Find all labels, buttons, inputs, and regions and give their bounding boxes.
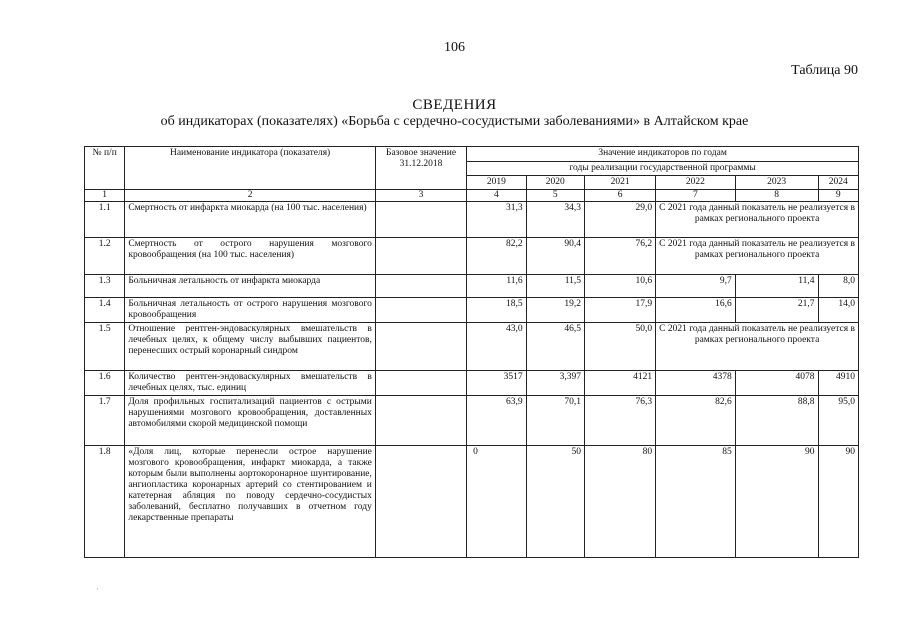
row-num: 1.6 bbox=[85, 371, 125, 396]
row-num: 1.1 bbox=[85, 202, 125, 238]
row-value-2022: 9,7 bbox=[656, 275, 736, 298]
row-value-2021: 10,6 bbox=[585, 275, 656, 298]
row-base bbox=[375, 323, 466, 371]
row-value-2023: 11,4 bbox=[735, 275, 818, 298]
row-value-2023: 90 bbox=[735, 446, 818, 558]
column-number: 4 bbox=[467, 190, 526, 202]
row-value-2022: 4378 bbox=[656, 371, 736, 396]
row-value-2019: 18,5 bbox=[467, 298, 526, 323]
row-value-2021: 29,0 bbox=[585, 202, 656, 238]
scan-mark: · bbox=[96, 584, 99, 594]
row-value-2019: 63,9 bbox=[467, 396, 526, 446]
indicators-table bbox=[84, 146, 859, 558]
row-value-2019: 0 bbox=[467, 446, 526, 558]
row-value-2020: 3,397 bbox=[526, 371, 584, 396]
row-name: Больничная летальность от острого нарушения мозгового кровообращения bbox=[125, 298, 376, 323]
row-name: Количество рентген-эндоваскулярных вмешательств в лечебных целях, тыс. единиц bbox=[125, 371, 376, 396]
column-number: 7 bbox=[656, 190, 736, 202]
row-value-2020: 70,1 bbox=[526, 396, 584, 446]
row-value-2020: 46,5 bbox=[526, 323, 584, 371]
table-row bbox=[85, 238, 859, 275]
header-year: 2023 bbox=[735, 176, 818, 190]
column-number: 6 bbox=[585, 190, 656, 202]
row-num: 1.2 bbox=[85, 238, 125, 275]
row-num: 1.8 bbox=[85, 446, 125, 558]
header-year: 2024 bbox=[818, 176, 858, 190]
row-value-2024: 8,0 bbox=[818, 275, 858, 298]
row-base bbox=[375, 238, 466, 275]
row-value-2024: 4910 bbox=[818, 371, 858, 396]
column-number: 9 bbox=[818, 190, 858, 202]
row-value-2020: 90,4 bbox=[526, 238, 584, 275]
row-value-2019: 3517 bbox=[467, 371, 526, 396]
header-num: № п/п bbox=[85, 147, 125, 190]
row-value-2020: 50 bbox=[526, 446, 584, 558]
column-number: 5 bbox=[526, 190, 584, 202]
column-number: 8 bbox=[735, 190, 818, 202]
page-number: 106 bbox=[444, 40, 465, 55]
table-row bbox=[85, 202, 859, 238]
column-number: 1 bbox=[85, 190, 125, 202]
header-name: Наименование индикатора (показателя) bbox=[125, 147, 376, 190]
row-name: Отношение рентген-эндоваскулярных вмешательств в лечебных целях, к общему числу выбывших пациентов, перенесших острый коронарный синдром bbox=[125, 323, 376, 371]
row-name: Смертность от острого нарушения мозгового кровообращения (на 100 тыс. населения) bbox=[125, 238, 376, 275]
document-title: СВЕДЕНИЯ bbox=[412, 97, 497, 113]
header-values-sub: годы реализации государственной программы bbox=[467, 162, 859, 176]
table-label: Таблица 90 bbox=[791, 63, 858, 78]
table-row bbox=[85, 275, 859, 298]
row-name: «Доля лиц, которые перенесли острое нарушение мозгового кровообращения, инфаркт миокарда, а также которым были выполнены аортокоронарное шунтирование, ангиопластика коронарных артерий со стентированием и катетерная абляция по поводу сердечно-сосудистых заболеваний, бесплатно получавших в отчетном году лекарственные препараты bbox=[125, 446, 376, 558]
table-row bbox=[85, 446, 859, 558]
header-values-title: Значение индикаторов по годам bbox=[467, 147, 859, 162]
row-value-2020: 34,3 bbox=[526, 202, 584, 238]
row-name: Доля профильных госпитализаций пациентов с острыми нарушениями мозгового кровообращения, доставленных автомобилями скорой медицинской помощи bbox=[125, 396, 376, 446]
row-value-2021: 80 bbox=[585, 446, 656, 558]
row-value-2021: 4121 bbox=[585, 371, 656, 396]
header-base: Базовое значение 31.12.2018 bbox=[375, 147, 466, 190]
table-row bbox=[85, 323, 859, 371]
row-value-2023: 21,7 bbox=[735, 298, 818, 323]
row-value-2019: 43,0 bbox=[467, 323, 526, 371]
row-base bbox=[375, 275, 466, 298]
row-base bbox=[375, 298, 466, 323]
row-value-2021: 76,3 bbox=[585, 396, 656, 446]
row-value-2024: 14,0 bbox=[818, 298, 858, 323]
header-year: 2022 bbox=[656, 176, 736, 190]
row-value-2021: 76,2 bbox=[585, 238, 656, 275]
row-name: Больничная летальность от инфаркта миокарда bbox=[125, 275, 376, 298]
row-base bbox=[375, 371, 466, 396]
row-value-2024: 95,0 bbox=[818, 396, 858, 446]
row-num: 1.5 bbox=[85, 323, 125, 371]
column-number: 3 bbox=[375, 190, 466, 202]
row-name: Смертность от инфаркта миокарда (на 100 тыс. населения) bbox=[125, 202, 376, 238]
table-row bbox=[85, 396, 859, 446]
row-value-2019: 82,2 bbox=[467, 238, 526, 275]
row-value-2019: 11,6 bbox=[467, 275, 526, 298]
row-value-2022: 82,6 bbox=[656, 396, 736, 446]
row-value-2020: 11,5 bbox=[526, 275, 584, 298]
row-value-2021: 17,9 bbox=[585, 298, 656, 323]
row-value-2019: 31,3 bbox=[467, 202, 526, 238]
row-note: С 2021 года данный показатель не реализуется в рамках регионального проекта bbox=[656, 323, 859, 371]
row-value-2020: 19,2 bbox=[526, 298, 584, 323]
table-row bbox=[85, 371, 859, 396]
row-num: 1.7 bbox=[85, 396, 125, 446]
row-value-2024: 90 bbox=[818, 446, 858, 558]
row-value-2023: 4078 bbox=[735, 371, 818, 396]
row-value-2022: 85 bbox=[656, 446, 736, 558]
row-note: С 2021 года данный показатель не реализуется в рамках регионального проекта bbox=[656, 238, 859, 275]
row-base bbox=[375, 446, 466, 558]
header-year: 2019 bbox=[467, 176, 526, 190]
table-row bbox=[85, 298, 859, 323]
header-year: 2020 bbox=[526, 176, 584, 190]
row-note: С 2021 года данный показатель не реализуется в рамках регионального проекта bbox=[656, 202, 859, 238]
row-num: 1.3 bbox=[85, 275, 125, 298]
column-number: 2 bbox=[125, 190, 376, 202]
header-year: 2021 bbox=[585, 176, 656, 190]
row-num: 1.4 bbox=[85, 298, 125, 323]
row-value-2022: 16,6 bbox=[656, 298, 736, 323]
row-base bbox=[375, 396, 466, 446]
row-base bbox=[375, 202, 466, 238]
document-subtitle: об индикаторах (показателях) «Борьба с сердечно-сосудистыми заболеваниями» в Алтайском крае bbox=[160, 114, 749, 129]
row-value-2023: 88,8 bbox=[735, 396, 818, 446]
row-value-2021: 50,0 bbox=[585, 323, 656, 371]
